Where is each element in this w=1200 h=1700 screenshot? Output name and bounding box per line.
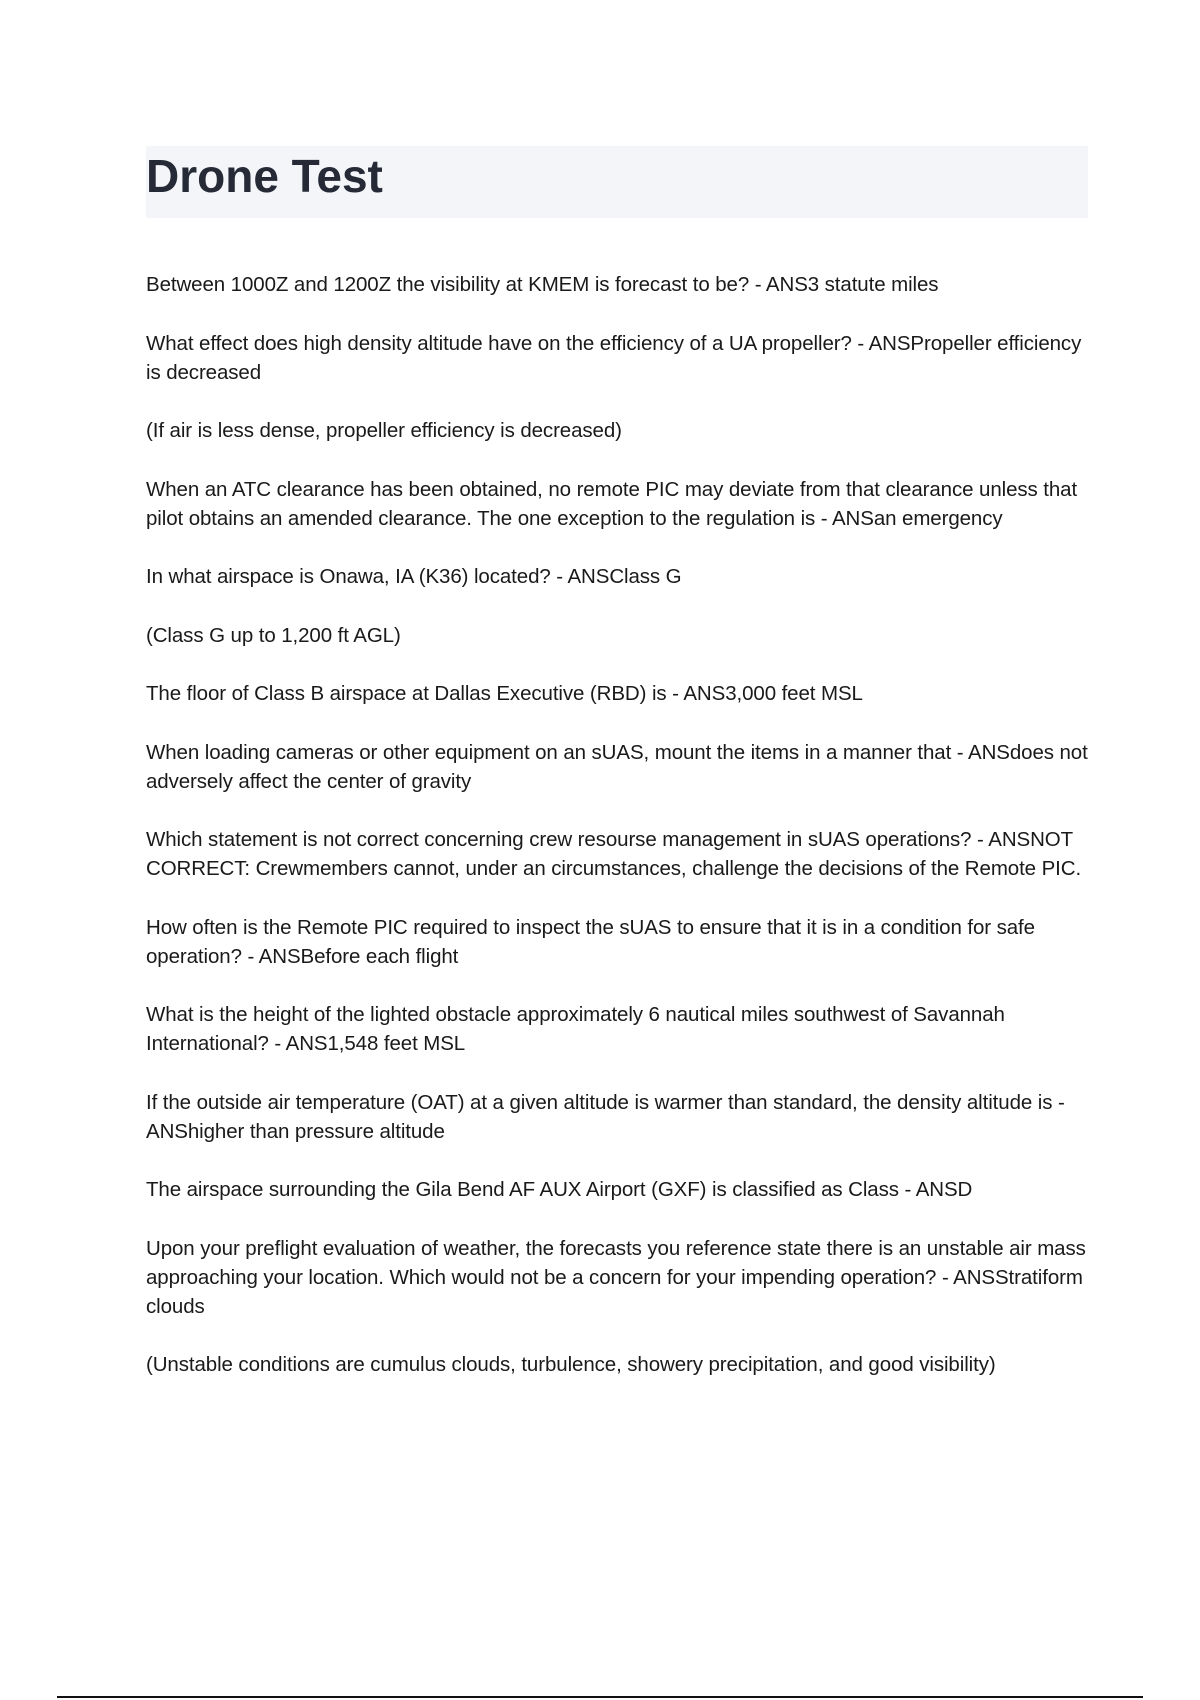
qa-paragraph: How often is the Remote PIC required to inspect the sUAS to ensure that it is in a condition for safe operation? - ANSBefore each flight: [146, 915, 1035, 968]
qa-paragraph: What is the height of the lighted obstacle approximately 6 nautical miles southwest of Savannah International? - ANS1,548 feet MSL: [146, 1003, 1005, 1055]
qa-paragraph: In what airspace is Onawa, IA (K36) located? - ANSClass G: [146, 565, 682, 588]
footer-divider: [57, 1696, 1143, 1698]
qa-paragraph: (Class G up to 1,200 ft AGL): [146, 623, 401, 647]
qa-paragraph: The airspace surrounding the Gila Bend AF AUX Airport (GXF) is classified as Class - ANSD: [146, 1178, 973, 1201]
page-title: Drone Test: [146, 150, 383, 202]
qa-paragraph: If the outside air temperature (OAT) at a given altitude is warmer than standard, the density altitude is - ANShigher than pressure altitude: [146, 1090, 1065, 1143]
qa-paragraph: When an ATC clearance has been obtained, no remote PIC may deviate from that clearance unless that pilot obtains an amended clearance. The one exception to the regulation is - ANSan emergency: [146, 477, 1078, 530]
qa-paragraph: (If air is less dense, propeller efficiency is decreased): [146, 419, 622, 442]
title-banner: [146, 146, 1088, 218]
qa-paragraph: Between 1000Z and 1200Z the visibility at KMEM is forecast to be? - ANS3 statute miles: [146, 273, 939, 296]
qa-paragraph: (Unstable conditions are cumulus clouds, turbulence, showery precipitation, and good visibility): [146, 1353, 996, 1376]
qa-paragraph: Upon your preflight evaluation of weather, the forecasts you reference state there is an unstable air mass approaching your location. Which would not be a concern for your impending operation? - ANSStratiform clouds: [146, 1236, 1086, 1318]
qa-paragraph: When loading cameras or other equipment on an sUAS, mount the items in a manner that - ANSdoes not adversely affect the center of gravity: [146, 740, 1088, 793]
qa-paragraph: The floor of Class B airspace at Dallas Executive (RBD) is - ANS3,000 feet MSL: [146, 682, 863, 705]
qa-content: [146, 270, 1091, 1409]
qa-paragraph: What effect does high density altitude have on the efficiency of a UA propeller? - ANSPropeller efficiency is decreased: [146, 331, 1082, 384]
qa-paragraph: Which statement is not correct concerning crew resourse management in sUAS operations? - ANSNOT CORRECT: Crewmembers cannot, under an circumstances, challenge the decisions of the Remote PIC.: [146, 828, 1082, 880]
